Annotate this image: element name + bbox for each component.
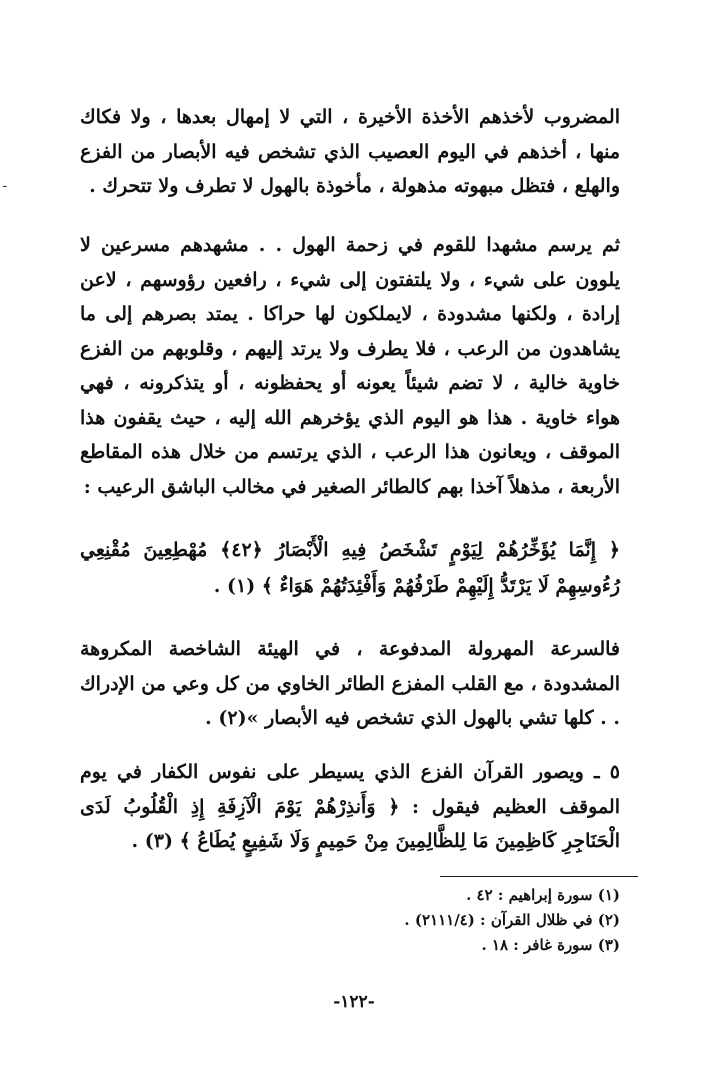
paragraph-2: ثم يرسم مشهدا للقوم في زحمة الهول . . مشهدهم مسرعين لا يلوون على شيء ، ولا يلتفتون إلى شيء ، رافعين رؤوسهم ، لاعن إرادة ، ولكنها مشدودة ، لايملكون لها حراكا . يمتد بصرهم إلى ما يشاهدون من الرعب ، فلا يطرف ولا يرتد إليهم ، وقلوبهم من الفزع خاوية خالية ، لا تضم شيئاً يعونه أو يحفظونه ، أو يتذكرونه ، فهي هواء خاوية . هذا هو اليوم الذي يؤخرهم الله إليه ، حيث يقفون هذا الموقف ، ويعانون هذا الرعب ، الذي يرتسم من خلال هذه المقاطع الأربعة ، مذهلاً آخذا بهم كالطائر الصغير في مخالب الباشق الرعيب : [80,234,620,498]
list-item-number: ٥ ـ [594,761,620,783]
list-item-5 [80,755,620,859]
list-item-text: ويصور القرآن الفزع الذي يسيطر على نفوس الكفار في يوم الموقف العظيم فيقول : ﴿ وَأَنذِرْهُمْ يَوْمَ الْآزِفَةِ إِذِ الْقُلُوبُ لَدَى الْحَنَاجِرِ كَاظِمِينَ مَا لِلظَّالِمِينَ مِنْ حَمِيمٍ وَلَا شَفِيعٍ يُطَاعُ ﴾ (٣) . [80,761,620,852]
paragraph-3: فالسرعة المهرولة المدفوعة ، في الهيئة الشاخصة المكروهة المشدودة ، مع القلب المفزع الطائر الخاوي من كل وعي من الإدراك . . كلها تشي بالهول الذي تشخص فيه الأبصار »(٢) . [80,638,620,729]
footnote-3: (٣) سورة غافر : ١٨ . [481,936,620,954]
page-number: -١٢٢- [333,992,375,1012]
margin-mark: ـ [3,176,7,190]
quran-verse-1: ﴿ إِنَّمَا يُؤَخِّرُهُمْ لِيَوْمٍ تَشْخَصُ فِيهِ الْأَبْصَارُ ﴿٤٢﴾ مُهْطِعِينَ مُقْنِعِي رُءُوسِهِمْ لَا يَرْتَدُّ إِلَيْهِمْ طَرْفُهُمْ وَأَفْئِدَتُهُمْ هَوَاءٌ ﴾ (١) . [80,539,620,597]
footnote-divider [440,876,638,877]
paragraph-1: المضروب لأخذهم الأخذة الأخيرة ، التي لا إمهال بعدها ، ولا فكاك منها ، أخذهم في اليوم العصيب الذي تشخص فيه الأبصار من الفزع والهلع ، فتظل مبهوته مذهولة ، مأخوذة بالهول لا تطرف ولا تتحرك . [80,106,620,197]
footnote-2: (٢) في ظلال القرآن : (٢١١١/٤) . [404,911,620,929]
footnote-1: (١) سورة إبراهيم : ٤٢ . [466,886,620,904]
